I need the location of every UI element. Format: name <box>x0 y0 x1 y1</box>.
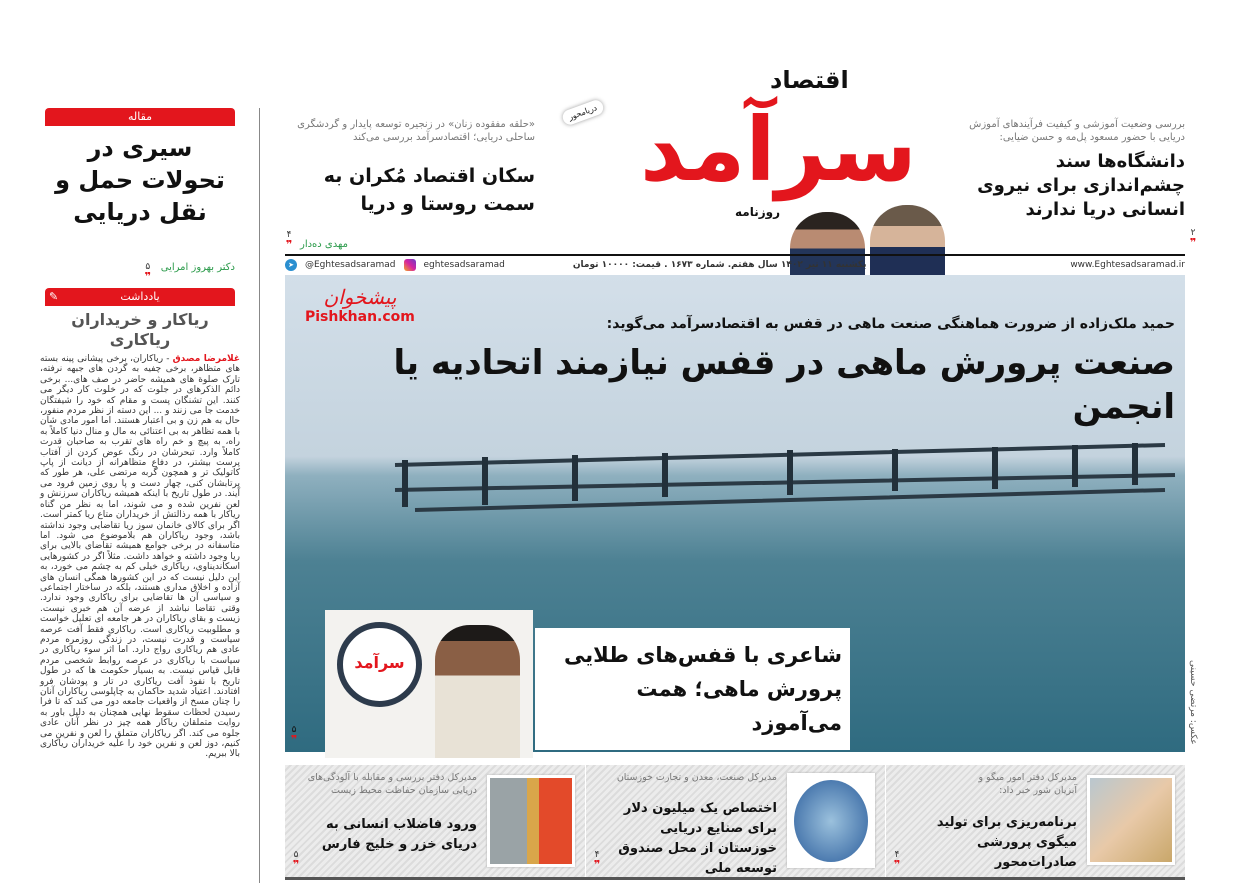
website[interactable]: www.Eghtesadsaramad.ir <box>1070 260 1185 270</box>
main-kicker: حمید ملک‌زاده از ضرورت هماهنگی صنعت ماهی در قفس به اقتصادسرآمد می‌گوید: <box>606 316 1175 332</box>
top-left-author: مهدی ده‌دار <box>300 239 348 250</box>
instagram-icon <box>404 259 416 271</box>
bottom-item[interactable]: مدیرکل دفتر بررسی و مقابله با آلودگی‌های دریایی سازمان حفاظت محیط زیست ورود فاضلاب انسانی به دریای خزر و خلیج فارس ۵ ❞ <box>285 765 585 877</box>
ship-wheel-logo: سرآمد <box>337 622 422 707</box>
page-ref[interactable]: ۴ ❞ <box>285 230 293 251</box>
page-ref[interactable]: ۵ ❞ <box>292 850 300 871</box>
top-left-kicker: «حلقه مفقوده زنان» در زنجیره توسعه پایدار و گردشگری ساحلی دریایی؛ اقتصادسرآمد بررسی می‌کند <box>297 119 535 143</box>
note-author: غلامرضا مصدق <box>172 354 240 364</box>
sewage-photo <box>487 775 575 867</box>
sub-headline[interactable]: شاعری با قفس‌های طلایی پرورش ماهی؛ همت می‌آموزد <box>535 628 850 750</box>
article-title[interactable]: سیری در تحولات حمل و نقل دریایی <box>55 134 225 226</box>
page-ref[interactable]: ۴ ❞ <box>593 850 601 871</box>
pencil-icon: ✎ <box>49 290 59 303</box>
person-photo <box>435 625 520 758</box>
masthead-logo <box>567 65 917 250</box>
page-ref[interactable]: ۵ ❞ <box>144 262 151 283</box>
badge: دریامحور <box>561 98 605 126</box>
instagram-handle[interactable]: eghtesadsaramad <box>423 260 505 270</box>
bottom-item[interactable]: مدیرکل صنعت، معدن و تجارت خوزستان اختصاص یک میلیون دلار برای صنایع دریایی خوزستان از محل صندوق توسعه ملی ۴ ❞ <box>585 765 885 877</box>
bottom-item[interactable]: مدیرکل دفتر امور میگو و آبزیان شور خبر داد: برنامه‌ریزی برای تولید میگوی پرورشی صادرات‌محور ۴ ❞ <box>885 765 1185 877</box>
note-body: غلامرضا مصدق - ریاکاران، برخی پیشانی پینه بسته های متظاهر، برخی چفیه به گردن های جبهه نرفته، تارک صلوة های همیشه حاضر در صف های... برخی دائم الذکرهای در جلوت که در خلوت کار دیگر می کنند. این تشنگان پست و مقام که خود را شیفتگان خدمت جا می زنند و ... این دسته از نظر مردم منفور، حال به هم زن و بی اعتبار هستند. اما امور مادی شان با همه تظاهر به بی اعتنائی به مال و منال دنیا کاملاً به راه، به پیچ و خم راه های تقرب به صاحبان قدرت کاملاً وارد. تبحرشان در رنگ عوض کردن از آفتاب پرست بیشتر، در دفاع متظاهرانه از دیانت از پاپ کاتولیک تر و همچون گربه مرتضی علی، هر طور که پرتابشان کنی، چهار دست و پا روی زمین فرود می آیند. در طول تاریخ با اینکه همیشه ریاکاران سرزنش و لعن نفرین شده و می شوند، اما به نظر من گناه ریاکار با همه رذالتش از خریداران متاع ریا کمتر است. اگر برای کالای خانمان سوز ریا تقاضایی وجود نداشته باشد، وجود ریاکاران هم بلاموضوع می شود. اما متاسفانه در برخی جوامع همیشه تقاضای بالایی برای ریا وجود داشته و خواهد داشت. مثلاً اگر در کشورهایی اسکاندیناوی، ریاکاری خیلی کم به چشم می خورد، به این دلیل نیست که در این کشورها همگی انسان های آزاده و اخلاق مداری هستند، بلکه در ساختار اجتماعی و سیاسی آن ها تقاضایی برای ریاکاری وجود ندارد. وقتی تقاضا نباشد از عرضه آن هم خبری نیست. زیست و بقای ریاکاران در هر جامعه ای تعلیل خواست و مطلوبیت ریاکاری است. ریاکاری فقط آفت عرصه سیاست و قدرت نیست، در زندگی روزمره مردم عادی هم ریاکاری رواج دارد. اما اثر سوء ریاکاری در سیاست با ریاکاری در عرصه روابط شخصی مردم قابل قیاس نیست. به بسیار حکومت ها که در طول تاریخ با نفوذ آفت ریاکاری در تار و پودشان فرو افتادند. اعتیاد شدید حاکمان به چاپلوسی ریاکاران آنان را چنان مسخ از واقعیات جامعه دور می کند که تا فرا رسیدن لحظات سقوط نهایی همچنان به دلیل باور به روایت متملقان ریاکار همه چیز در نظر آنان عادی جلوه می کند. اگر ریاکاران متملق را لعن و نفرین می کنیم، دوز لعن و نفرین خود را علیه خریداران ریاکاری بالا ببریم. <box>40 354 240 760</box>
telegram-handle[interactable]: @Eghtesadsaramad <box>305 260 396 270</box>
article-label: مقاله <box>45 108 235 126</box>
header-rule <box>285 254 1185 256</box>
main-headline: صنعت پرورش ماهی در قفس نیازمند اتحادیه یا انجمن <box>393 343 1175 427</box>
bottom-strip <box>285 765 1185 880</box>
top-left-headline[interactable]: سکان اقتصاد مُکران به سمت روستا و دریا <box>323 165 535 215</box>
inset-photo <box>325 610 533 758</box>
paper-label: روزنامه <box>735 205 780 219</box>
logo-sub: اقتصاد <box>770 66 849 94</box>
issue-line: یکشنبه ۱۱ تیر ۱۴۰۲ سال هفتم. شماره ۱۶۷۳ . قیمت: ۱۰۰۰۰ تومان <box>572 260 867 270</box>
info-bar <box>285 257 1185 273</box>
page-ref[interactable]: ۴ ❞ <box>893 850 901 871</box>
top-right-headline[interactable]: دانشگاه‌ها سند چشم‌اندازی برای نیروی انسانی دریا ندارند <box>977 151 1185 220</box>
shrimp-photo <box>1087 775 1175 865</box>
article-author: دکتر بهروز امرایی <box>160 262 235 273</box>
column-divider <box>259 108 260 883</box>
article-byline <box>45 262 235 282</box>
note-label: یادداشت ✎ <box>45 288 235 306</box>
photo-credit: عکس: مرتضی حسینی <box>1188 660 1198 745</box>
industry-collage-photo <box>787 773 875 868</box>
top-right-kicker: بررسی وضعیت آموزشی و کیفیت فرآیندهای آموزش دریایی با حضور مسعود پل‌مه و حسن ضیایی: <box>969 119 1185 143</box>
page-ref[interactable]: ۵ ❞ <box>290 725 298 746</box>
logo-text: سرآمد <box>640 98 917 201</box>
note-title[interactable]: ریاکار و خریداران ریاکاری <box>71 310 209 349</box>
page-ref[interactable]: ۲ ❞ <box>1189 228 1197 249</box>
telegram-icon: ➤ <box>285 259 297 271</box>
watermark: پیشخوان Pishkhan.com <box>305 285 415 325</box>
